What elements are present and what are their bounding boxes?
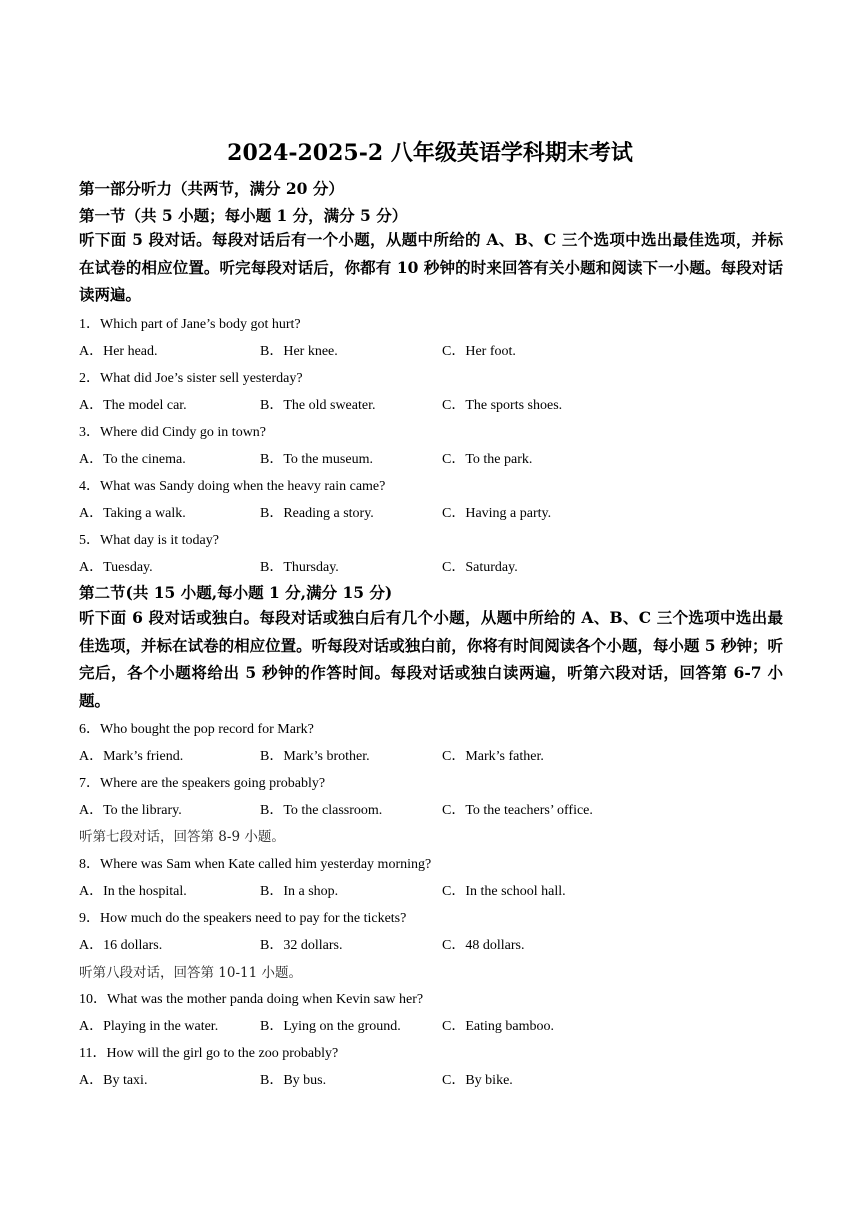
q7-option-b: B．To the classroom. [260,803,383,818]
part1-heading: 第一部分听力（共两节，满分 20 分） [79,179,344,198]
q5-option-b: B．Thursday. [260,560,339,575]
q1-option-a: A．Her head. [79,344,158,359]
q10-option-a: A．Playing in the water. [79,1019,219,1034]
dialogue-8-note: 听第八段对话，回答第 10-11 小题。 [79,965,303,981]
q9-option-b: B．32 dollars. [260,938,343,953]
question-11: 11．How will the girl go to the zoo probably? [79,1046,339,1061]
q4-option-b: B．Reading a story. [260,506,374,521]
question-9: 9．How much do the speakers need to pay for the tickets? [79,911,407,926]
section1-heading: 第一节（共 5 小题；每小题 1 分，满分 5 分） [79,206,408,225]
q9-option-c: C．48 dollars. [442,938,525,953]
q4-option-a: A．Taking a walk. [79,506,186,521]
dialogue-7-note: 听第七段对话，回答第 8-9 小题。 [79,829,285,845]
q4-option-c: C．Having a party. [442,506,552,521]
q11-option-b: B．By bus. [260,1073,327,1088]
q8-option-c: C．In the school hall. [442,884,566,899]
q8-option-b: B．In a shop. [260,884,339,899]
q11-option-a: A．By taxi. [79,1073,148,1088]
question-10: 10．What was the mother panda doing when Kevin saw her? [79,992,424,1007]
q3-option-b: B．To the museum. [260,452,373,467]
question-1: 1．Which part of Jane’s body got hurt? [79,317,301,332]
q9-option-a: A．16 dollars. [79,938,163,953]
q6-option-c: C．Mark’s father. [442,749,544,764]
q2-option-c: C．The sports shoes. [442,398,563,413]
q6-option-a: A．Mark’s friend. [79,749,184,764]
q6-option-b: B．Mark’s brother. [260,749,370,764]
q2-option-a: A．The model car. [79,398,187,413]
q5-option-a: A．Tuesday. [79,560,153,575]
q8-option-a: A．In the hospital. [79,884,187,899]
q10-option-b: B．Lying on the ground. [260,1019,401,1034]
section2-instructions: 听下面 6 段对话或独白。每段对话或独白后有几个小题，从题中所给的 A、B、C 三个选项中选出最佳选项，并标在试卷的相应位置。听每段对话或独白前，你将有时间阅读各个小题，每小题 5 秒钟；听完后，各个小题将给出 5 秒钟的作答时间。每段对话或独白读两遍，听第六段对话，回答第 6-7 小题。 [79,608,783,710]
question-7: 7．Where are the speakers going probably? [79,776,326,791]
q2-option-b: B．The old sweater. [260,398,376,413]
q3-option-a: A．To the cinema. [79,452,186,467]
q5-option-c: C．Saturday. [442,560,518,575]
section1-instructions: 听下面 5 段对话。每段对话后有一个小题，从题中所给的 A、B、C 三个选项中选出最佳选项，并标在试卷的相应位置。听完每段对话后，你都有 10 秒钟的时来回答有关小题和阅读下一小题。每段对话读两遍。 [79,230,783,304]
q11-option-c: C．By bike. [442,1073,513,1088]
question-6: 6．Who bought the pop record for Mark? [79,722,314,737]
page-title: 2024-2025-2 八年级英语学科期末考试 [227,140,633,166]
section2-heading: 第二节(共 15 小题,每小题 1 分,满分 15 分) [79,583,393,602]
q3-option-c: C．To the park. [442,452,533,467]
q7-option-a: A．To the library. [79,803,182,818]
q7-option-c: C．To the teachers’ office. [442,803,593,818]
q10-option-c: C．Eating bamboo. [442,1019,554,1034]
question-8: 8．Where was Sam when Kate called him yesterday morning? [79,857,432,872]
q1-option-c: C．Her foot. [442,344,516,359]
question-4: 4．What was Sandy doing when the heavy rain came? [79,479,386,494]
question-2: 2．What did Joe’s sister sell yesterday? [79,371,303,386]
question-3: 3．Where did Cindy go in town? [79,425,267,440]
q1-option-b: B．Her knee. [260,344,338,359]
question-5: 5．What day is it today? [79,533,219,548]
